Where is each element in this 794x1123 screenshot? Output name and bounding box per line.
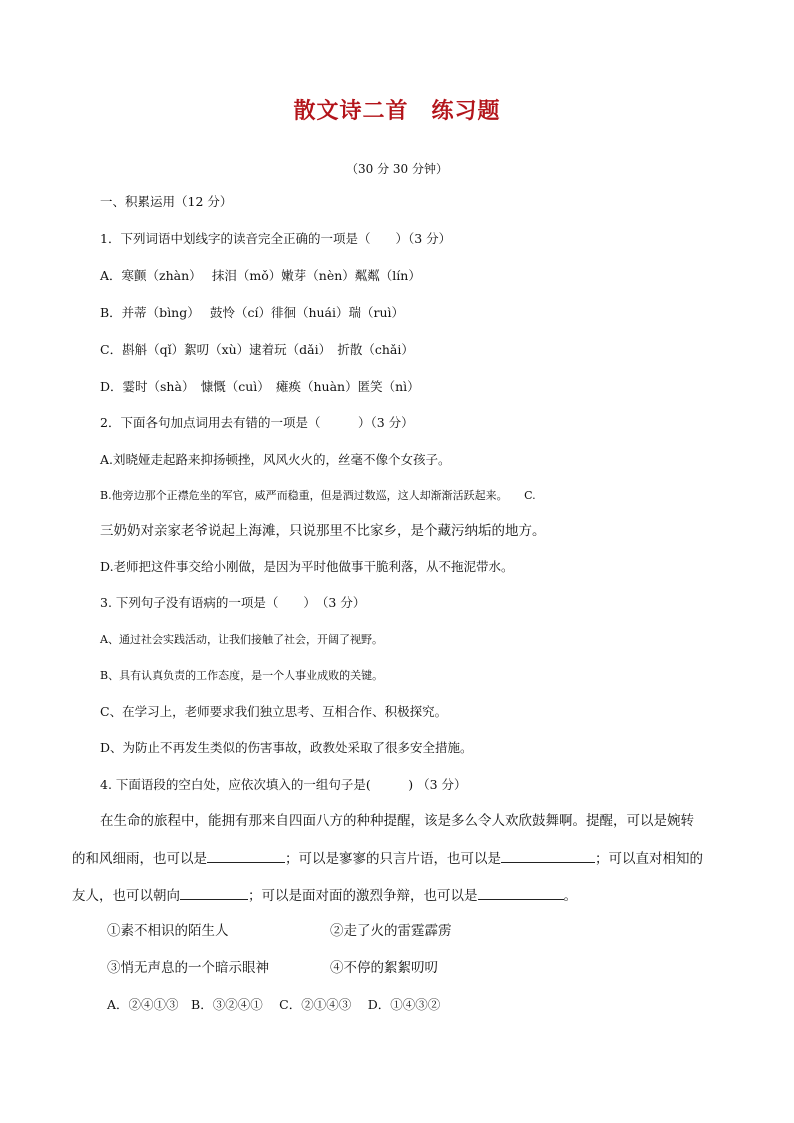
question-3-option-d: D、为防止不再发生类似的伤害事故，政教处采取了很多安全措施。: [100, 740, 473, 755]
passage-text: 。: [563, 888, 577, 904]
time-and-score: （30 分 30 分钟）: [346, 162, 448, 176]
question-1-stem: 1．下列词语中划线字的读音完全正确的一项是（ ）（3 分）: [100, 231, 452, 246]
question-3-stem: 3. 下列句子没有语病的一项是（ ） （3 分）: [100, 595, 366, 610]
passage-text: ；可以是寥寥的只言片语，也可以是: [285, 851, 501, 867]
question-2-option-c: 三奶奶对亲家老爷说起上海滩，只说那里不比家乡，是个藏污纳垢的地方。: [100, 523, 546, 539]
question-3-option-b: B、具有认真负责的工作态度，是一个人事业成败的关键。: [100, 669, 384, 682]
question-2-option-a: A.刘晓娅走起路来抑扬顿挫，风风火火的，丝毫不像个女孩子。: [100, 452, 451, 467]
question-2-option-d: D.老师把这件事交给小刚做，是因为平时他做事干脆利落，从不拖泥带水。: [100, 559, 514, 574]
question-4-passage-line-1: 在生命的旅程中，能拥有那来自四面八方的种种提醒，该是多么令人欢欣鼓舞啊。提醒，可以是婉转: [100, 813, 694, 829]
question-2-stem: 2．下面各句加点词用去有错的一项是（ ）（3 分）: [100, 415, 414, 430]
answer-blank-3[interactable]: [180, 887, 248, 900]
passage-text: ；可以直对相知的: [595, 851, 703, 867]
answer-blank-4[interactable]: [478, 887, 564, 900]
passage-text: 友人，也可以朝向: [72, 888, 180, 904]
question-1-option-c: C．斟斛（qǐ）絮叨（xù）逮着玩（dǎi） 折散（chǎi）: [100, 342, 414, 357]
question-4-choices: A．②④①③ B．③②④① C．②①④③ D．①④③②: [107, 997, 441, 1012]
question-1-option-a: A．寒颤（zhàn） 抹泪（mǒ）嫩芽（nèn）粼粼（lín）: [100, 268, 421, 283]
question-1-option-b: B．并蒂（bìng） 鼓怜（cí）徘徊（huái）瑞（ruì）: [100, 305, 405, 320]
option-2: ②走了火的雷霆霹雳: [330, 923, 452, 939]
question-4-stem: 4. 下面语段的空白处，应依次填入的一组句子是( ) （3 分）: [100, 777, 467, 792]
question-2-option-b: B.他旁边那个正襟危坐的军官，威严而稳重，但是酒过数巡，这人却渐渐活跃起来。 C.: [100, 489, 536, 502]
option-4: ④不停的絮絮叨叨: [330, 960, 438, 976]
question-3-option-c: C、在学习上，老师要求我们独立思考、互相合作、积极探究。: [100, 704, 448, 719]
option-3: ③悄无声息的一个暗示眼神: [107, 960, 269, 976]
page-title: 散文诗二首 练习题: [293, 98, 501, 124]
answer-blank-2[interactable]: [501, 850, 595, 863]
question-4-passage-line-2: [72, 850, 703, 867]
option-1: ①素不相识的陌生人: [107, 923, 229, 939]
passage-text: ；可以是面对面的激烈争辩，也可以是: [248, 888, 478, 904]
question-3-option-a: A、通过社会实践活动，让我们接触了社会，开阔了视野。: [100, 633, 383, 646]
question-1-option-d: D．霎时（shà） 慷慨（cuì） 瘫痪（huàn）匿笑（nì）: [100, 379, 420, 394]
section-heading: 一、积累运用（12 分）: [100, 194, 233, 209]
answer-blank-1[interactable]: [207, 850, 285, 863]
passage-text: 的和风细雨，也可以是: [72, 851, 207, 867]
question-4-passage-line-3: [72, 887, 577, 904]
